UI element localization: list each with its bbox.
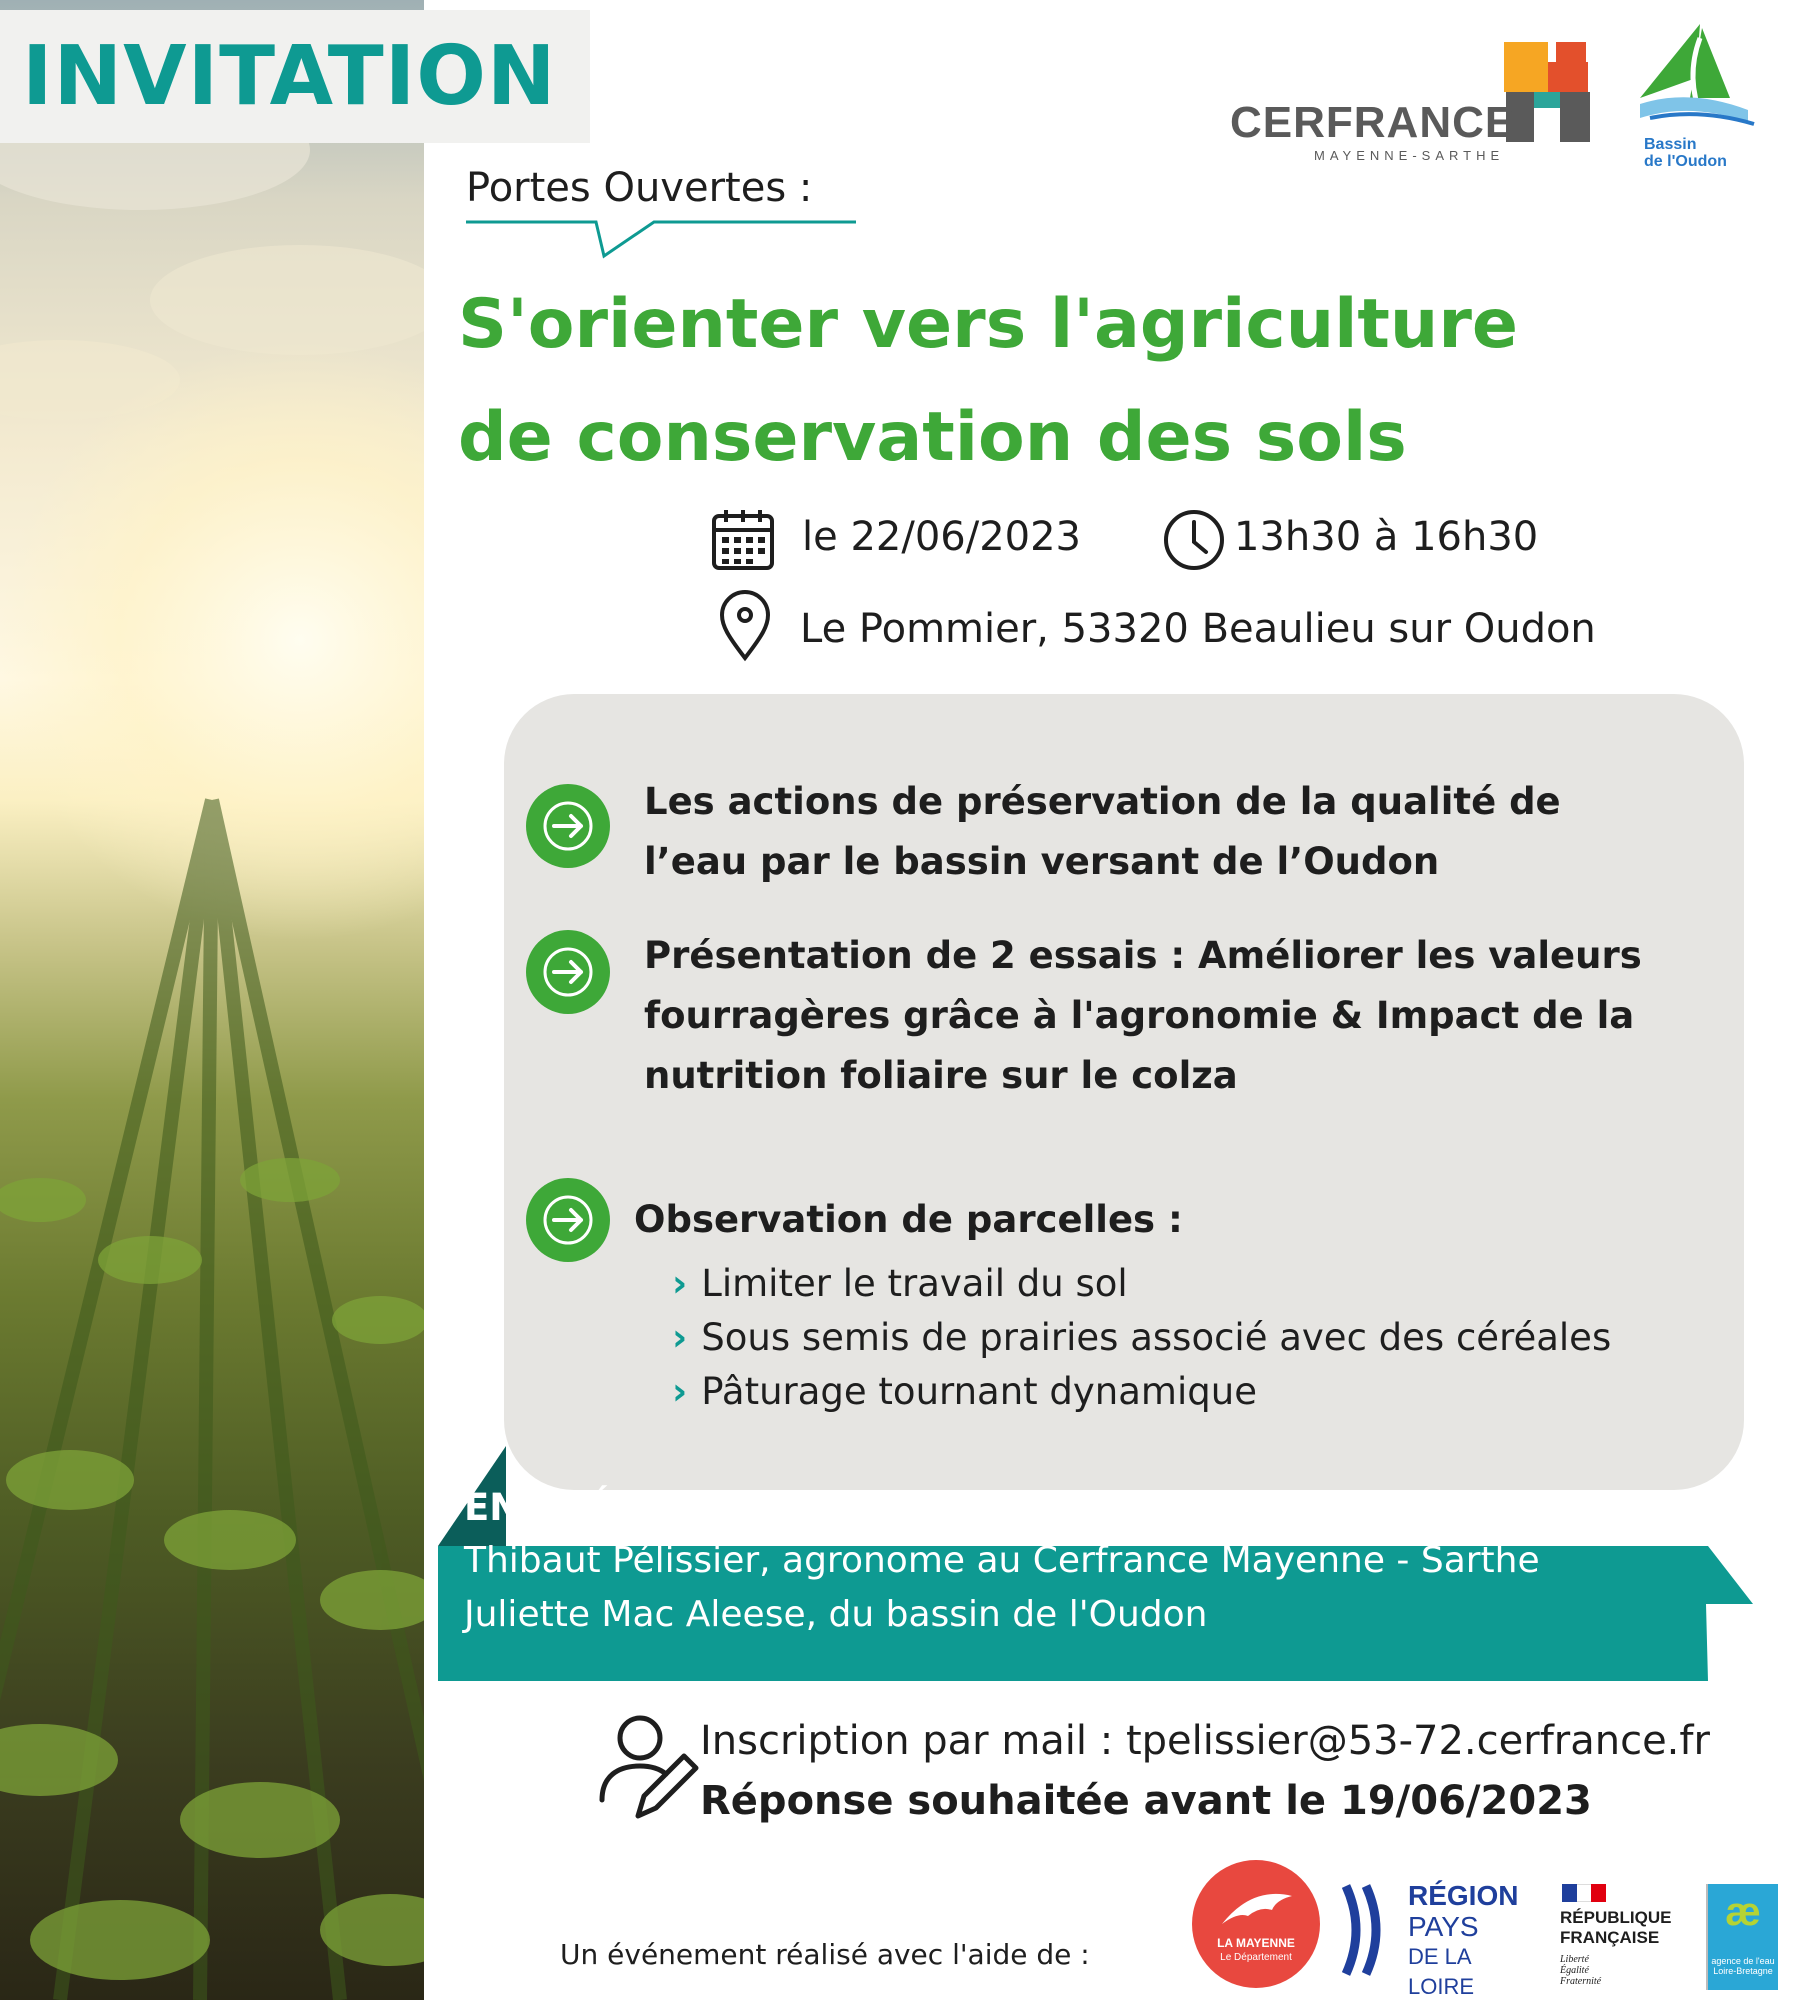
- bullet-arrow-3: [526, 1178, 610, 1262]
- la-mayenne-logo: [1192, 1860, 1320, 1988]
- presence-person-1: Thibaut Pélissier, agronome au Cerfrance Mayenne - Sarthe: [464, 1540, 1540, 1581]
- program-point-3-title: Observation de parcelles :: [634, 1198, 1183, 1241]
- event-title: [458, 268, 1518, 494]
- sub-item-2-text: Sous semis de prairies associé avec des céréales: [701, 1316, 1612, 1359]
- event-date: le 22/06/2023: [802, 514, 1081, 560]
- region-mark-icon: [1340, 1882, 1400, 1978]
- cerfrance-subtitle: MAYENNE-SARTHE: [1314, 148, 1505, 163]
- sub-item-1: [672, 1262, 1128, 1305]
- region-pays: PAYS: [1408, 1911, 1479, 1942]
- partners-caption: Un événement réalisé avec l'aide de :: [560, 1938, 1090, 1971]
- bullet-arrow-1: [526, 784, 610, 868]
- arrow-right-icon: [541, 1193, 595, 1247]
- chevron-right-icon: ›: [672, 1370, 688, 1413]
- republique-francaise-logo: [1560, 1884, 1680, 1994]
- presence-title: EN PRÉSENCE DE :: [464, 1486, 846, 1529]
- kicker-portes-ouvertes: Portes Ouvertes :: [466, 165, 813, 211]
- sub-item-3: [672, 1370, 1257, 1413]
- user-edit-icon: [596, 1712, 700, 1822]
- sub-item-2: [672, 1316, 1611, 1359]
- cerfrance-logo: [1230, 38, 1610, 166]
- arrow-right-icon: [541, 945, 595, 999]
- location-pin-icon: [718, 590, 772, 662]
- event-time: 13h30 à 16h30: [1234, 514, 1539, 560]
- invitation-heading: INVITATION: [22, 29, 557, 124]
- rf-line-1: RÉPUBLIQUE: [1560, 1908, 1672, 1927]
- point-2-line-3: nutrition foliaire sur le colza: [644, 1054, 1238, 1097]
- registration-deadline: Réponse souhaitée avant le 19/06/2023: [700, 1778, 1592, 1824]
- agence-symbol-icon: æ: [1725, 1890, 1761, 1934]
- sub-item-3-text: Pâturage tournant dynamique: [701, 1370, 1257, 1413]
- program-point-2: [644, 926, 1642, 1106]
- point-2-line-2: fourragères grâce à l'agronomie & Impact de la: [644, 994, 1635, 1037]
- field-photo: [0, 0, 424, 2000]
- oudon-line-1: Bassin: [1644, 136, 1697, 153]
- chevron-right-icon: ›: [672, 1316, 688, 1359]
- arrow-right-icon: [541, 799, 595, 853]
- title-line-1: S'orienter vers l'agriculture: [458, 285, 1518, 364]
- speech-underline-icon: [464, 218, 864, 268]
- point-1-line-2: l’eau par le bassin versant de l’Oudon: [644, 840, 1440, 883]
- bullet-arrow-2: [526, 930, 610, 1014]
- horse-icon: [1192, 1866, 1320, 1936]
- region-label: RÉGION: [1408, 1880, 1519, 1911]
- point-2-line-1: Présentation de 2 essais : Améliorer les valeurs: [644, 934, 1642, 977]
- event-location: Le Pommier, 53320 Beaulieu sur Oudon: [800, 606, 1596, 652]
- bassin-oudon-logo: [1630, 18, 1760, 178]
- chevron-right-icon: ›: [672, 1262, 688, 1305]
- registration-mail: Inscription par mail : tpelissier@53-72.cerfrance.fr: [700, 1718, 1710, 1764]
- bassin-oudon-text: [1644, 136, 1727, 170]
- presence-person-2: Juliette Mac Aleese, du bassin de l'Oudon: [464, 1594, 1208, 1635]
- region-name: [1408, 1912, 1520, 2002]
- french-flag-icon: [1562, 1884, 1606, 1902]
- agence-name: agence de l'eau Loire-Bretagne: [1711, 1956, 1775, 1976]
- mayenne-sub: Le Département: [1220, 1952, 1292, 1963]
- agence-eau-loire-bretagne-logo: [1706, 1884, 1778, 1990]
- mayenne-name: LA MAYENNE: [1217, 1936, 1295, 1950]
- rf-line-2: FRANÇAISE: [1560, 1928, 1660, 1947]
- program-point-1: [644, 772, 1561, 892]
- point-1-line-1: Les actions de préservation de la qualité de: [644, 780, 1561, 823]
- rf-name: [1560, 1908, 1671, 1948]
- sub-item-1-text: Limiter le travail du sol: [701, 1262, 1128, 1305]
- oudon-line-2: de l'Oudon: [1644, 153, 1727, 170]
- cerfrance-wordmark: CERFRANCE: [1230, 98, 1516, 147]
- rf-motto: Liberté Égalité Fraternité: [1560, 1954, 1602, 1987]
- region-de-la-loire: DE LA LOIRE: [1408, 1944, 1475, 1999]
- clock-icon: [1162, 508, 1226, 572]
- region-pays-de-la-loire-logo: [1340, 1880, 1520, 1999]
- calendar-icon: [710, 506, 776, 572]
- title-line-2: de conservation des sols: [458, 398, 1407, 477]
